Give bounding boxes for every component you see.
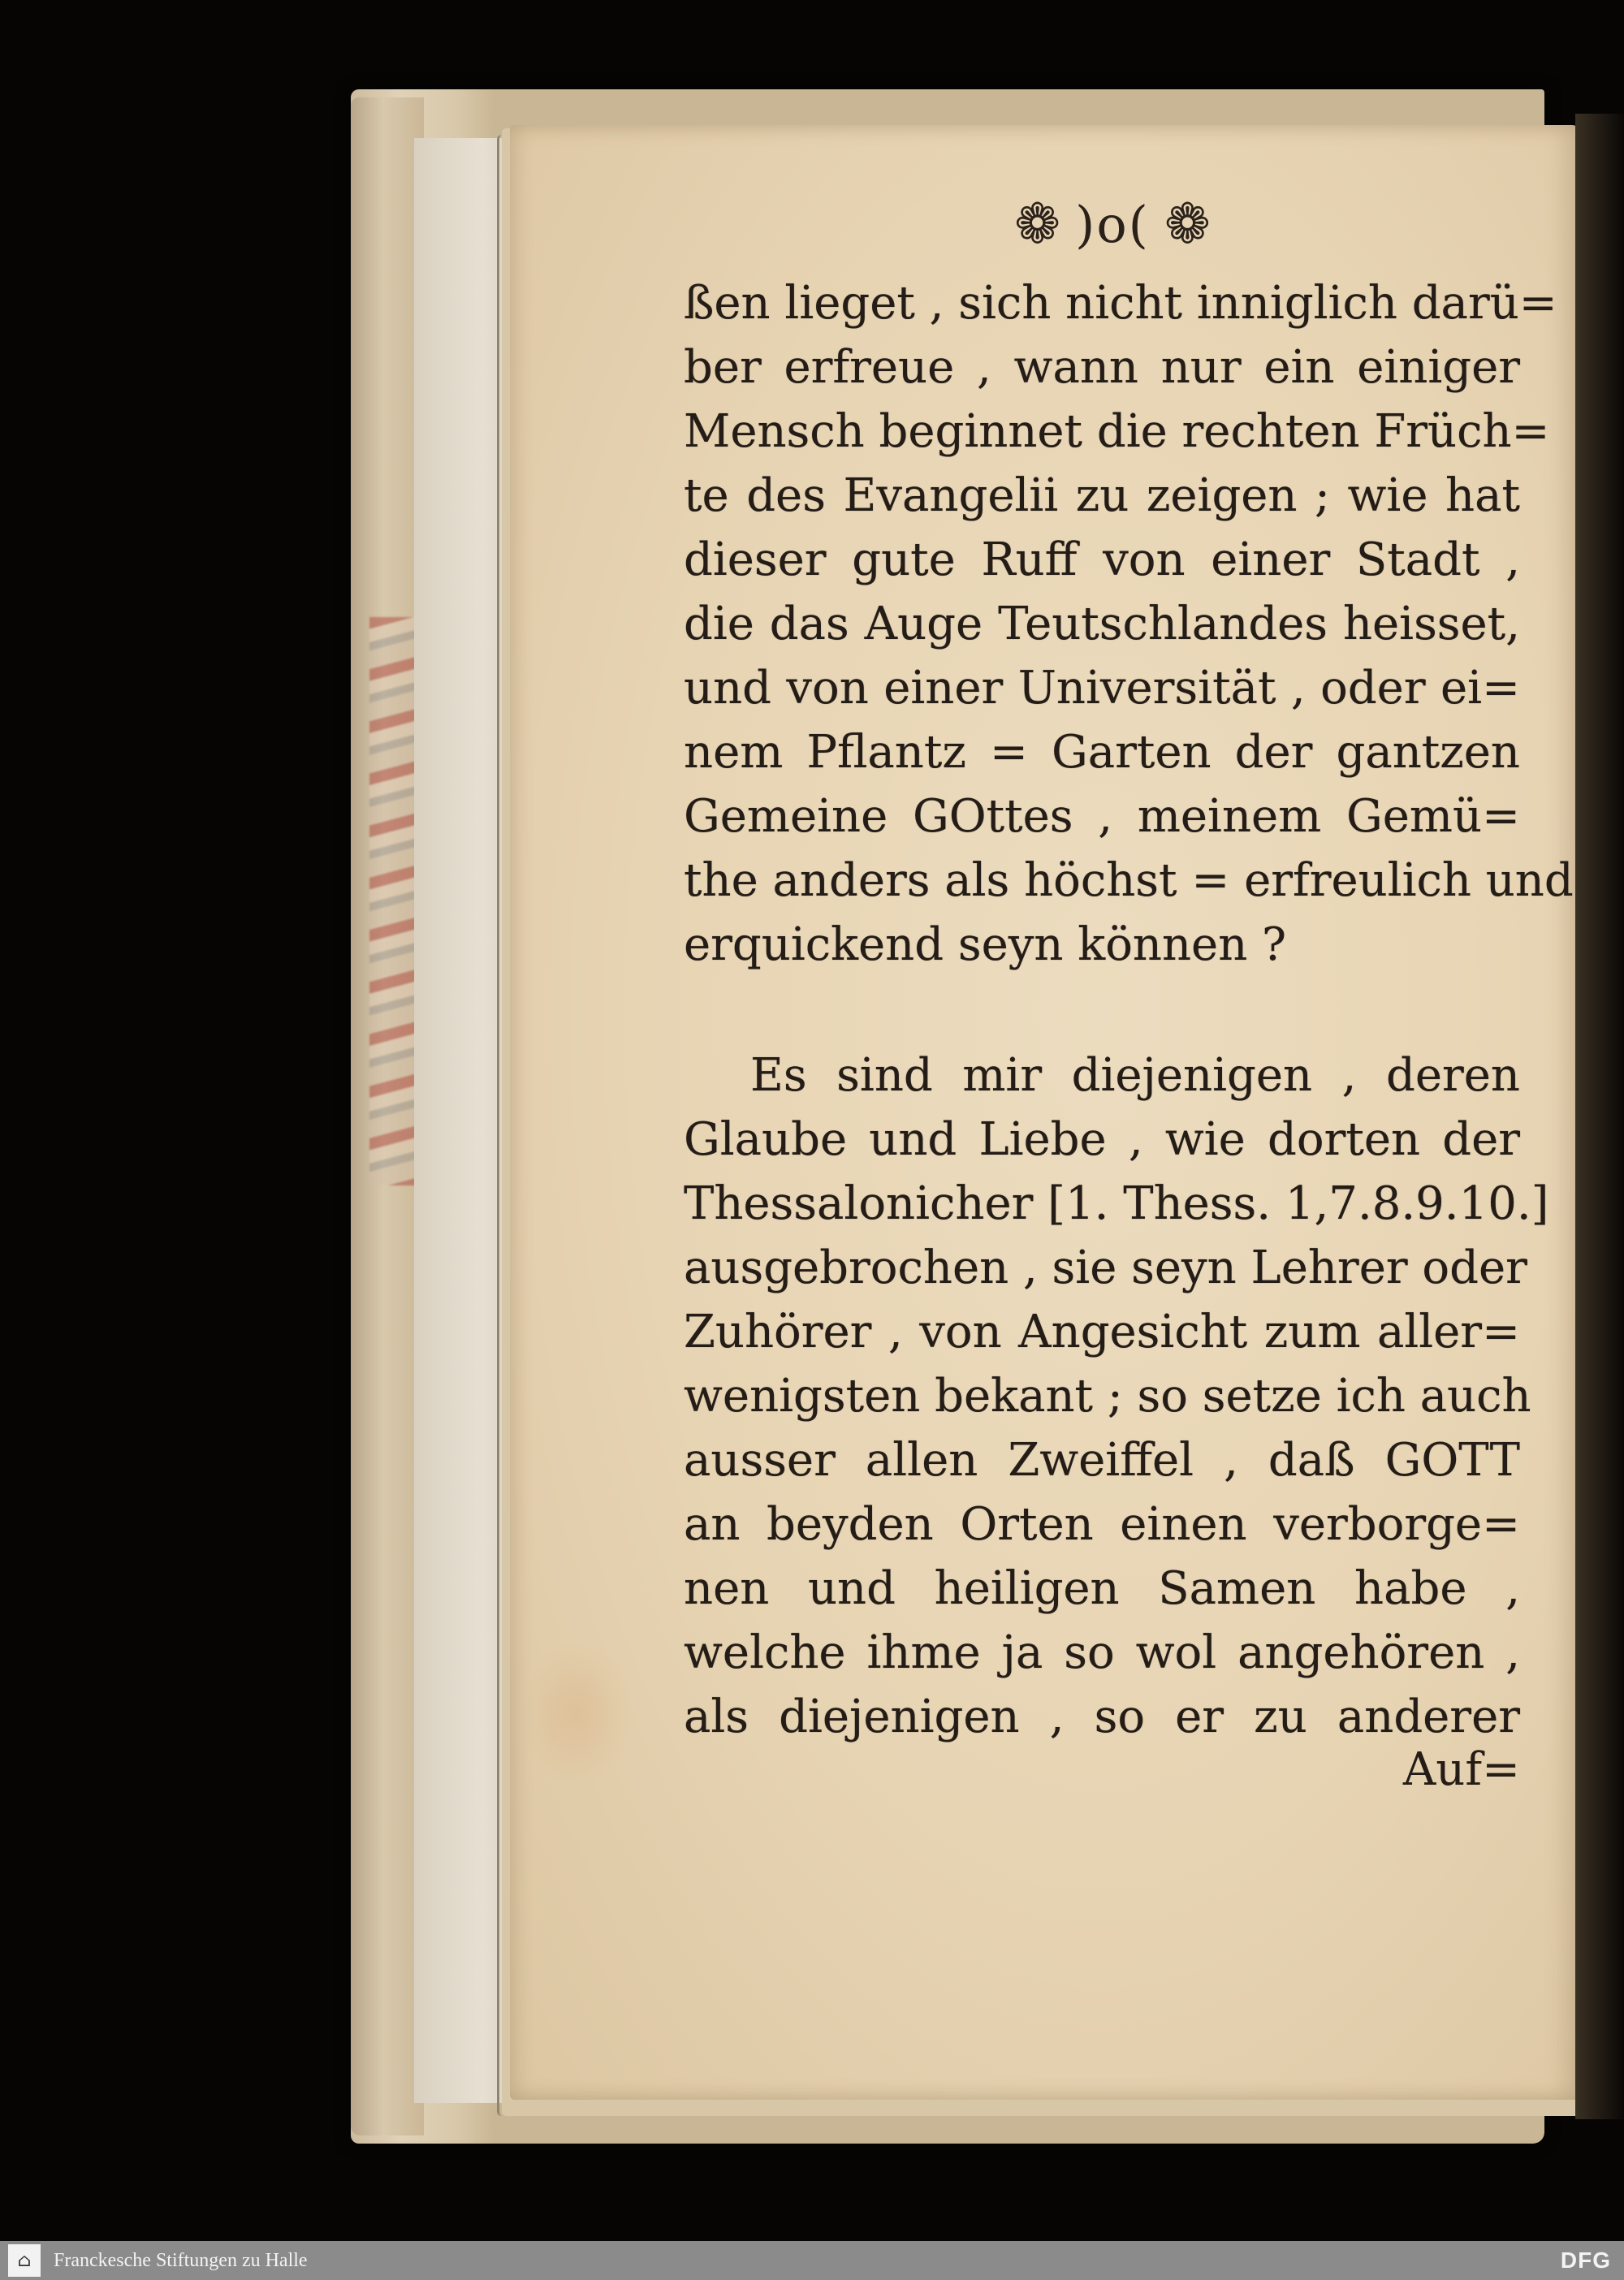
- text-line: the anders als höchst = erfreulich und: [684, 854, 1574, 907]
- text-line: Zuhörer , von Angesicht zum aller=: [684, 1306, 1520, 1358]
- institution-name: Franckesche Stiftungen zu Halle: [54, 2249, 308, 2271]
- text-line: Es sind mir diejenigen , deren: [750, 1049, 1520, 1102]
- paragraph-2: [684, 1043, 1549, 1749]
- text-line: Gemeine GOttes , meinem Gemü=: [684, 790, 1520, 843]
- text-line: dieser gute Ruff von einer Stadt ,: [684, 533, 1520, 586]
- catchword: Auf=: [1402, 1743, 1520, 1796]
- paper-stain: [520, 1640, 633, 1786]
- text-line: Glaube und Liebe , wie dorten der: [684, 1113, 1520, 1166]
- text-line: an beyden Orten einen verborge=: [684, 1498, 1520, 1551]
- text-line: nem Pflantz = Garten der gantzen: [684, 726, 1520, 779]
- text-line: ber erfreue , wann nur ein einiger: [684, 341, 1520, 394]
- text-line: te des Evangelii zu zeigen ; wie hat: [684, 469, 1520, 522]
- text-line: ausgebrochen , sie seyn Lehrer oder: [684, 1241, 1527, 1294]
- flower-ornament-left-icon: ❁: [1014, 192, 1061, 257]
- flower-ornament-right-icon: ❁: [1164, 192, 1211, 257]
- institution-logo-icon: ⌂: [8, 2244, 41, 2277]
- header-mark: )o(: [1075, 195, 1150, 254]
- viewer-footer: [0, 2241, 1624, 2280]
- text-line: nen und heiligen Samen habe ,: [684, 1562, 1520, 1615]
- text-line: Mensch beginnet die rechten Früch=: [684, 405, 1550, 458]
- text-line: und von einer Universität , oder ei=: [684, 662, 1520, 715]
- funder-logo: DFG: [1560, 2248, 1611, 2273]
- text-line: ßen lieget , sich nicht inniglich darü=: [684, 277, 1557, 330]
- text-line: Thessalonicher [1. Thess. 1,7.8.9.10.]: [684, 1177, 1549, 1230]
- text-line: die das Auge Teutschlandes heisset,: [684, 598, 1520, 650]
- page-header-ornament: [966, 188, 1259, 261]
- page-gutter-shadow: [1575, 114, 1624, 2119]
- text-line: wenigsten bekant ; so setze ich auch: [684, 1370, 1531, 1423]
- text-line: erquickend seyn können ?: [684, 918, 1287, 971]
- paragraph-1: [684, 271, 1574, 977]
- text-line: als diejenigen , so er zu anderer: [684, 1691, 1520, 1743]
- text-line: welche ihme ja so wol angehören ,: [684, 1626, 1520, 1679]
- text-line: ausser allen Zweiffel , daß GOTT: [684, 1434, 1520, 1487]
